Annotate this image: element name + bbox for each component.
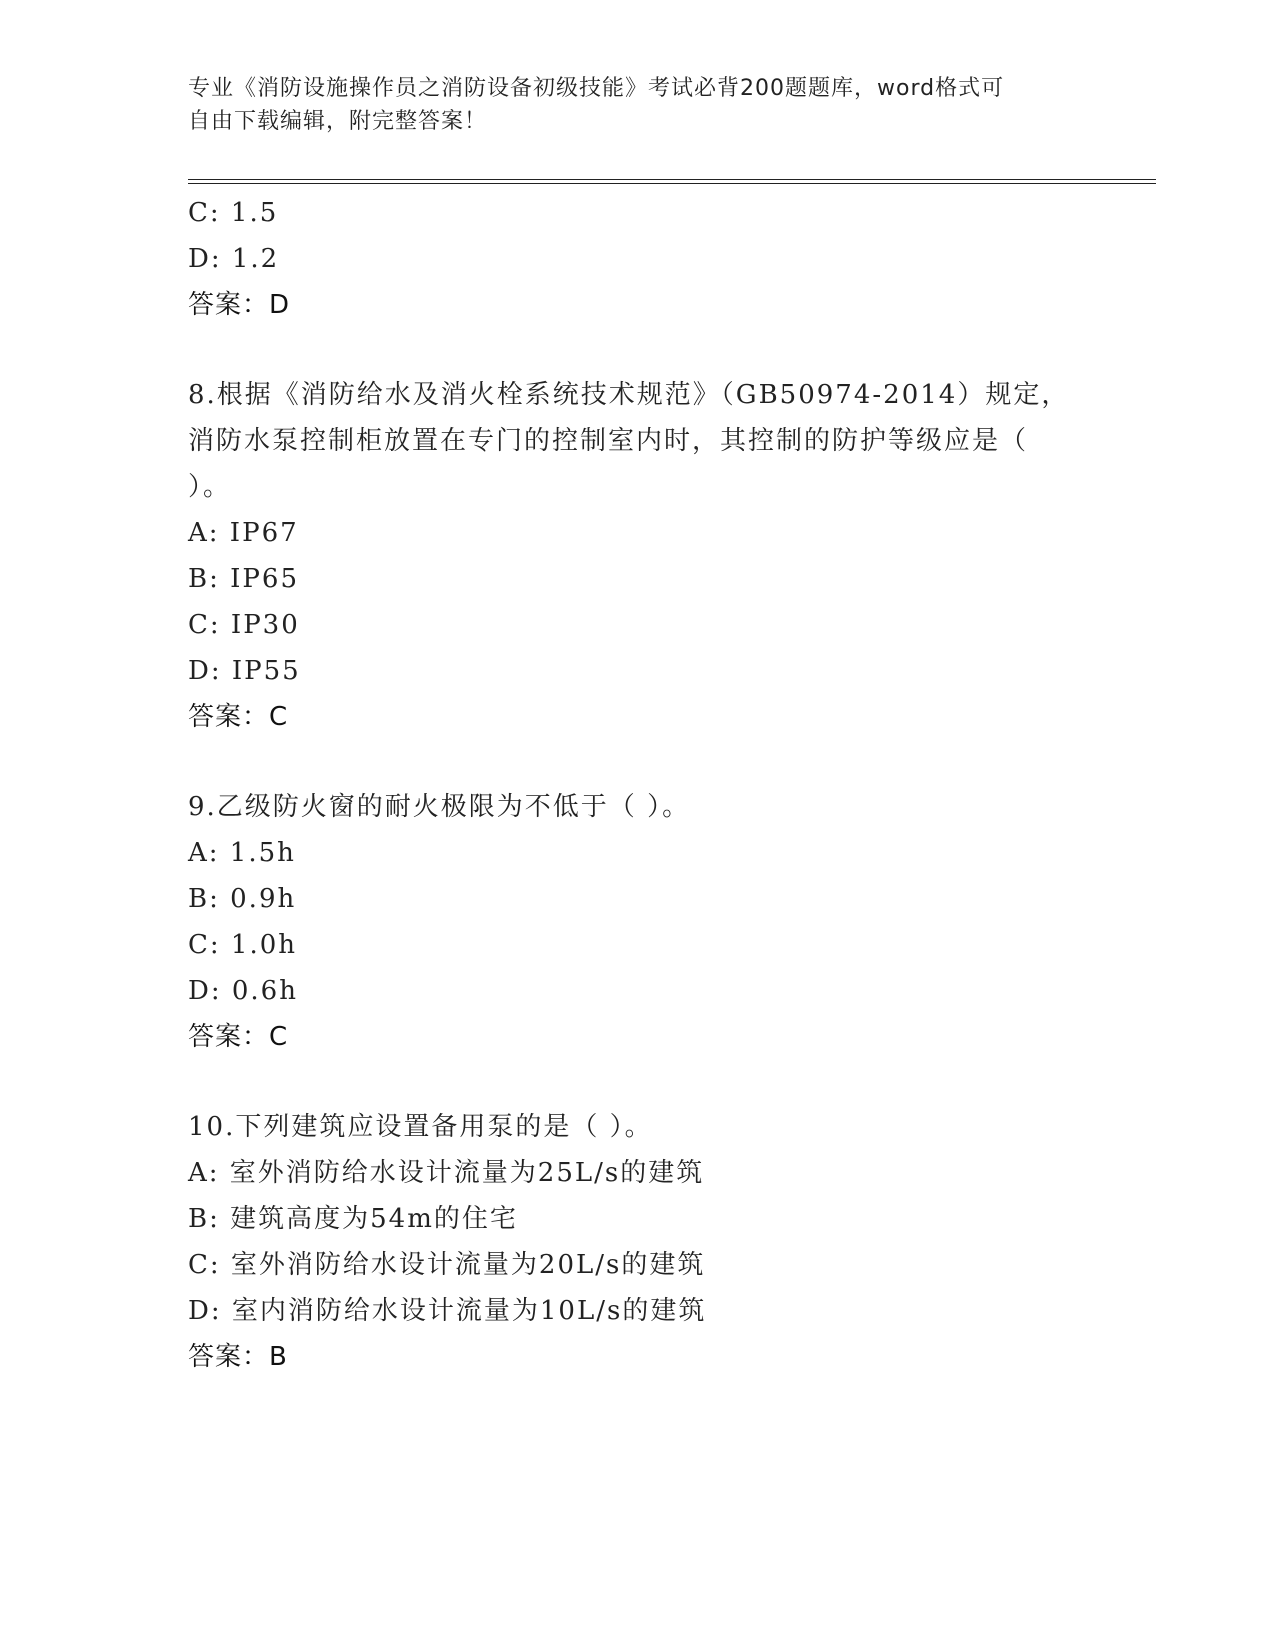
- header-divider-bottom: [188, 183, 1156, 184]
- option-b: B: IP65: [188, 564, 299, 594]
- option-d: D: 室内消防给水设计流量为10L/s的建筑: [188, 1296, 707, 1326]
- option-c: C: 1.0h: [188, 930, 298, 960]
- question-8: [188, 372, 1088, 740]
- question-text-line: 9.乙级防火窗的耐火极限为不低于（ ）。: [188, 792, 691, 822]
- question-text-line: 10.下列建筑应设置备用泵的是（ ）。: [188, 1112, 653, 1142]
- question-10: [188, 1104, 1088, 1380]
- answer-line: 答案：B: [188, 1342, 288, 1372]
- answer-line: 答案：D: [188, 290, 291, 320]
- option-b: B: 0.9h: [188, 884, 297, 914]
- spacer: [188, 328, 1088, 372]
- header-divider-top: [188, 179, 1156, 180]
- header-title-line-2: 自由下载编辑，附完整答案！: [188, 109, 488, 134]
- spacer: [188, 1060, 1088, 1104]
- option-d: D: 0.6h: [188, 976, 298, 1006]
- option-d: D: IP55: [188, 656, 301, 686]
- question-9: [188, 784, 1088, 1060]
- question-text-line: 8.根据《消防给水及消火栓系统技术规范》（GB50974-2014）规定，: [188, 380, 1070, 410]
- spacer: [188, 740, 1088, 784]
- question-text-line: 消防水泵控制柜放置在专门的控制室内时，其控制的防护等级应是（: [188, 426, 1029, 456]
- option-a: A: 室外消防给水设计流量为25L/s的建筑: [188, 1158, 705, 1188]
- question-text-line: ）。: [188, 472, 232, 502]
- option-c: C: 1.5: [188, 198, 279, 228]
- answer-line: 答案：C: [188, 702, 289, 732]
- option-c: C: IP30: [188, 610, 300, 640]
- header-title-line-1: 专业《消防设施操作员之消防设备初级技能》考试必背200题题库，word格式可: [188, 76, 1005, 101]
- option-a: A: 1.5h: [188, 838, 296, 868]
- option-c: C: 室外消防给水设计流量为20L/s的建筑: [188, 1250, 706, 1280]
- page-header: [188, 72, 1088, 138]
- question-7-continued: [188, 190, 1088, 328]
- option-a: A: IP67: [188, 518, 299, 548]
- option-b: B: 建筑高度为54m的住宅: [188, 1204, 518, 1234]
- document-body: [188, 190, 1088, 1380]
- answer-line: 答案：C: [188, 1022, 289, 1052]
- option-d: D: 1.2: [188, 244, 280, 274]
